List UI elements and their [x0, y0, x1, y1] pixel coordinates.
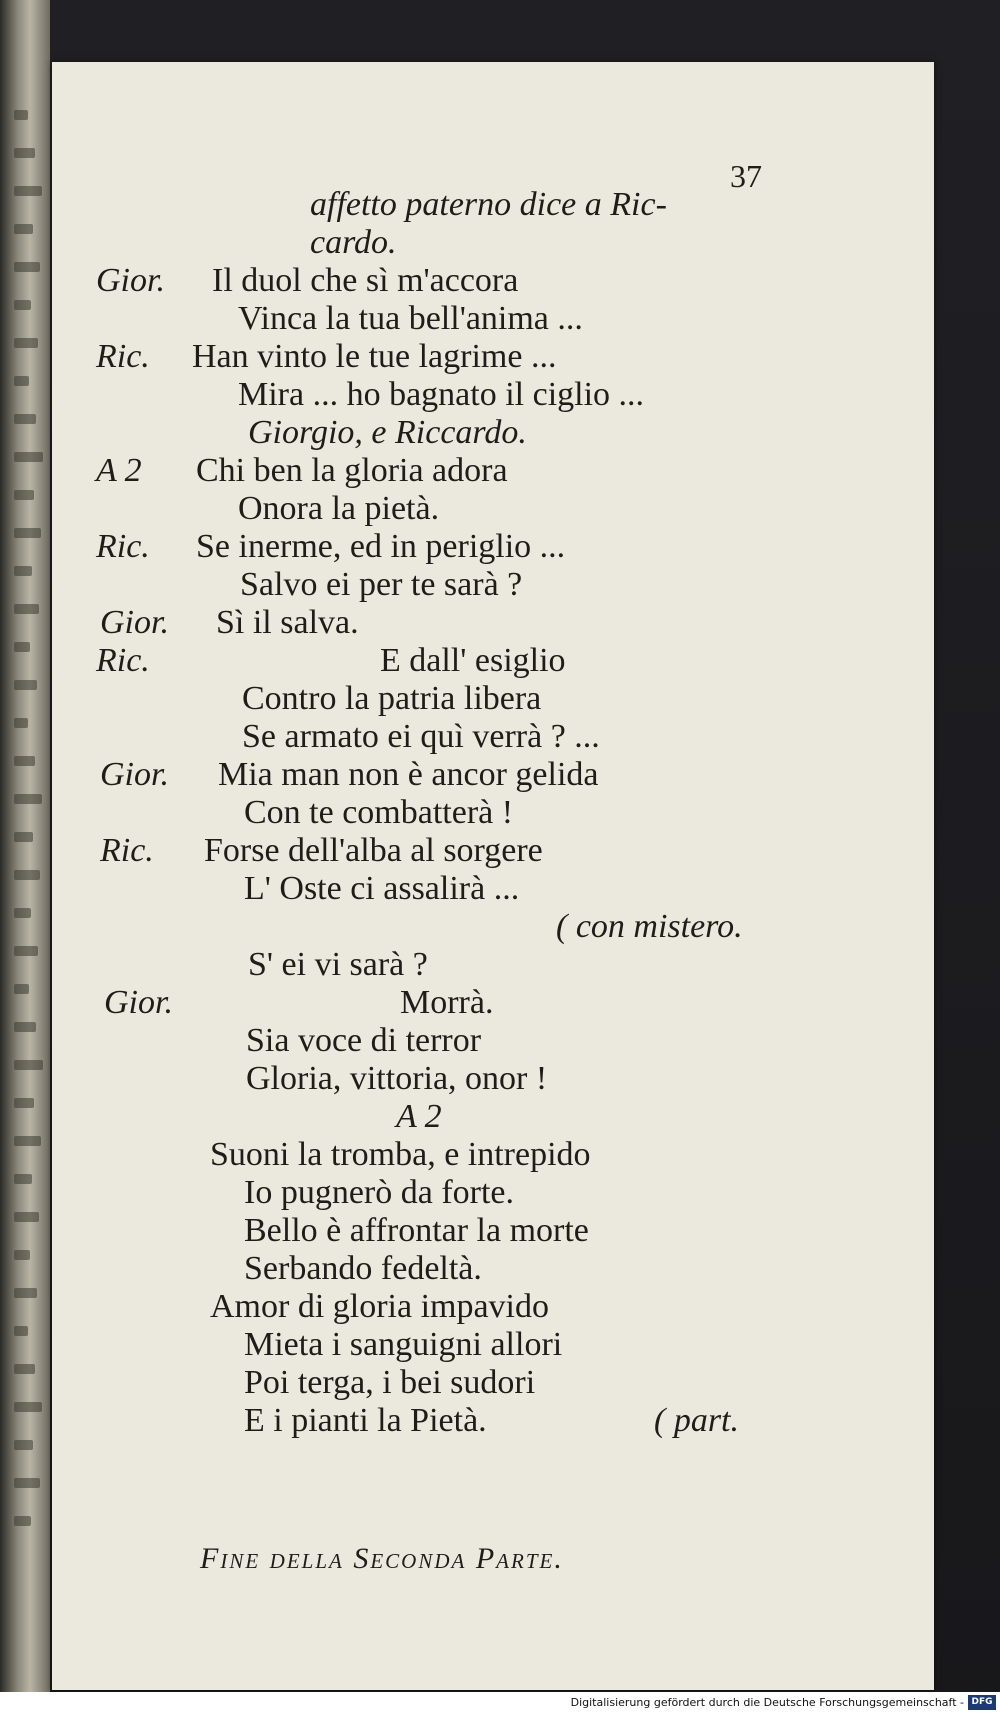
- bleed-through-mark: [14, 490, 34, 500]
- bleed-through-mark: [14, 186, 42, 196]
- end-title: Fine della Seconda Parte.: [200, 1542, 564, 1575]
- speaker-label: Gior.: [100, 604, 169, 641]
- bleed-through-mark: [14, 566, 32, 576]
- verse-line: Amor di gloria impavido: [210, 1288, 550, 1325]
- bleed-through-mark: [14, 376, 29, 386]
- stage-direction: A 2: [396, 1098, 442, 1135]
- bleed-through-mark: [14, 1174, 32, 1184]
- verse-line: Contro la patria libera: [242, 680, 542, 717]
- bleed-through-mark: [14, 946, 38, 956]
- speaker-label: Gior.: [96, 262, 165, 299]
- verse-line: Il duol che sì m'accora: [212, 262, 519, 299]
- bleed-through-mark: [14, 338, 38, 348]
- dfg-logo: DFG: [968, 1695, 996, 1710]
- verse-line: Vinca la tua bell'anima ...: [238, 300, 583, 337]
- bleed-through-mark: [14, 452, 43, 462]
- verse-line: L' Oste ci assalirà ...: [244, 870, 520, 907]
- bleed-through-mark: [14, 604, 39, 614]
- verse-line: Salvo ei per te sarà ?: [240, 566, 523, 603]
- verse-line: Mia man non è ancor gelida: [218, 756, 599, 793]
- verse-line: Suoni la tromba, e intrepido: [210, 1136, 591, 1173]
- verse-line: Mieta i sanguigni allori: [244, 1326, 563, 1363]
- bleed-through-mark: [14, 1440, 33, 1450]
- bleed-through-mark: [14, 110, 28, 120]
- verse-line: Chi ben la gloria adora: [196, 452, 508, 489]
- page-number: 37: [730, 158, 762, 194]
- verse-line: Serbando fedeltà.: [244, 1250, 482, 1287]
- verse-line: Mira ... ho bagnato il ciglio ...: [238, 376, 645, 413]
- speaker-label: Ric.: [96, 528, 150, 565]
- bleed-through-mark: [14, 224, 33, 234]
- bleed-through-mark: [14, 1022, 36, 1032]
- verse-line: Forse dell'alba al sorgere: [204, 832, 543, 869]
- verse-line: Se armato ei quì verrà ? ...: [242, 718, 600, 755]
- verse-line: Con te combatterà !: [244, 794, 514, 831]
- verse-line: Gloria, vittoria, onor !: [246, 1060, 548, 1097]
- stage-direction: cardo.: [310, 224, 397, 261]
- bleed-through-mark: [14, 1288, 37, 1298]
- bleed-through-mark: [14, 756, 35, 766]
- verse-line: Io pugnerò da forte.: [244, 1174, 515, 1211]
- bleed-through-mark: [14, 718, 28, 728]
- bleed-through-mark: [14, 1060, 43, 1070]
- page-text-area: [52, 62, 934, 1690]
- bleed-through-mark: [14, 1516, 31, 1526]
- previous-page-edge: [0, 0, 50, 1715]
- footer-bar: [0, 1692, 1000, 1715]
- bleed-through-mark: [14, 1402, 42, 1412]
- bleed-through-mark: [14, 1136, 41, 1146]
- bleed-through-mark: [14, 148, 35, 158]
- speaker-label: Ric.: [96, 338, 150, 375]
- bleed-through-mark: [14, 1364, 35, 1374]
- stage-direction: Giorgio, e Riccardo.: [248, 414, 527, 451]
- bleed-through-mark: [14, 870, 40, 880]
- bleed-through-mark: [14, 1098, 34, 1108]
- stage-direction: ( con mistero.: [556, 908, 743, 945]
- footer-credit: Digitalisierung gefördert durch die Deutsche Forschungsgemeinschaft -: [570, 1696, 964, 1709]
- speaker-label: Ric.: [100, 832, 154, 869]
- speaker-label: Gior.: [100, 756, 169, 793]
- verse-line: Poi terga, i bei sudori: [244, 1364, 536, 1401]
- bleed-through-mark: [14, 300, 31, 310]
- book-page: [52, 62, 934, 1690]
- bleed-through-mark: [14, 794, 42, 804]
- verse-line: E i pianti la Pietà.: [244, 1402, 487, 1439]
- verse-line: Sia voce di terror: [246, 1022, 482, 1059]
- bleed-through-mark: [14, 262, 40, 272]
- bleed-through-mark: [14, 984, 29, 994]
- bleed-through-mark: [14, 832, 33, 842]
- verse-line: Sì il salva.: [216, 604, 359, 641]
- speaker-label: A 2: [96, 452, 142, 489]
- stage-direction: ( part.: [654, 1402, 739, 1439]
- verse-line: Bello è affrontar la morte: [244, 1212, 589, 1249]
- bleed-through-mark: [14, 642, 30, 652]
- bleed-through-mark: [14, 1250, 30, 1260]
- bleed-through-mark: [14, 414, 36, 424]
- bleed-through-mark: [14, 680, 37, 690]
- verse-line: Onora la pietà.: [238, 490, 440, 527]
- stage-direction: affetto paterno dice a Ric-: [310, 186, 667, 223]
- bleed-through-mark: [14, 1212, 39, 1222]
- verse-line: Han vinto le tue lagrime ...: [192, 338, 557, 375]
- speaker-label: Ric.: [96, 642, 150, 679]
- verse-line: Morrà.: [400, 984, 494, 1021]
- bleed-through-mark: [14, 1326, 28, 1336]
- verse-line: Se inerme, ed in periglio ...: [196, 528, 566, 565]
- speaker-label: Gior.: [104, 984, 173, 1021]
- bleed-through-mark: [14, 528, 41, 538]
- verse-line: E dall' esiglio: [380, 642, 566, 679]
- bleed-through-mark: [14, 908, 31, 918]
- bleed-through-mark: [14, 1478, 40, 1488]
- verse-line: S' ei vi sarà ?: [248, 946, 428, 983]
